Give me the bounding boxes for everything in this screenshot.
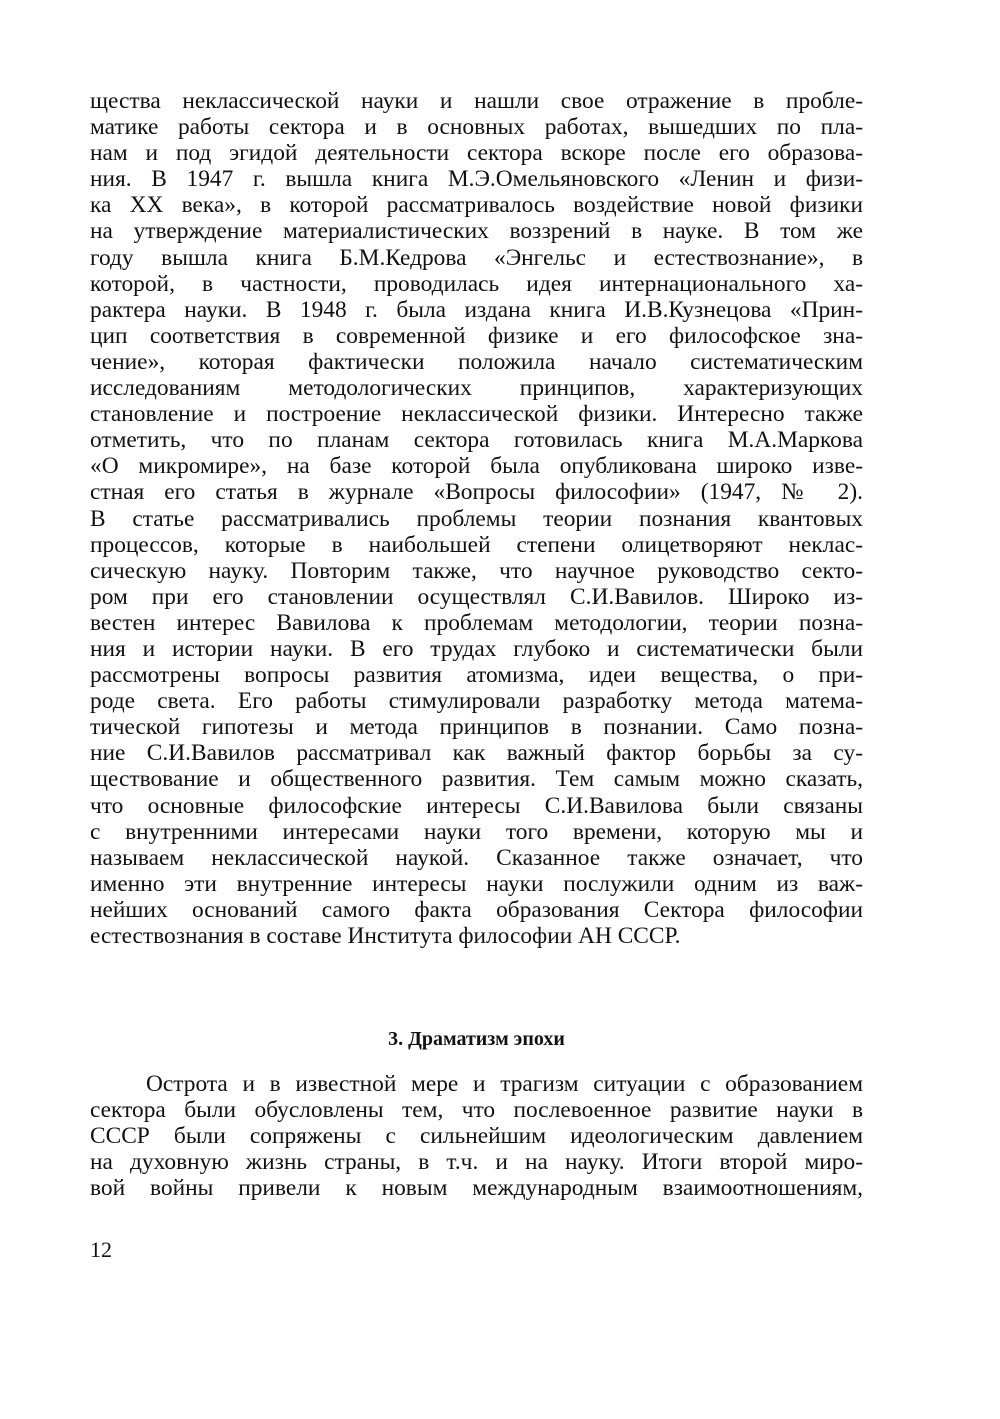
text-line: роде света. Его работы стимулировали разработку метода матема- <box>90 688 863 715</box>
text-line: СССР были сопряжены с сильнейшим идеологическим давлением <box>90 1123 863 1150</box>
text-line: году вышла книга Б.М.Кедрова «Энгельс и естествознание», в <box>90 244 863 271</box>
text-line: ния. В 1947 г. вышла книга М.Э.Омельяновского «Ленин и физи- <box>90 166 863 193</box>
text-line: сическую науку. Повторим также, что научное руководство секто- <box>90 557 863 584</box>
body-paragraph-1 <box>90 88 863 949</box>
text-line: отметить, что по планам сектора готовилась книга М.А.Маркова <box>90 427 863 454</box>
text-line: рактера науки. В 1948 г. была издана книга И.В.Кузнецова «Прин- <box>90 296 863 323</box>
text-line: матике работы сектора и в основных работах, вышедших по пла- <box>90 114 863 141</box>
text-line: именно эти внутренние интересы науки послужили одним из важ- <box>90 870 863 897</box>
text-line: естествознания в составе Института философии АН СССР. <box>90 923 681 949</box>
text-line: сектора были обусловлены тем, что послевоенное развитие науки в <box>90 1097 863 1124</box>
text-line: становление и построение неклассической физики. Интересно также <box>90 401 863 428</box>
text-line: ром при его становлении осуществлял С.И.Вавилов. Широко из- <box>90 583 863 610</box>
text-line: стная его статья в журнале «Вопросы философии» (1947, № 2). <box>90 479 863 506</box>
text-line: цип соответствия в современной физике и его философское зна- <box>90 322 863 349</box>
text-line: нейших оснований самого факта образования Сектора философии <box>90 896 863 923</box>
section-heading: 3. Драматизм эпохи <box>388 1028 565 1050</box>
text-line: «О микромире», на базе которой была опубликована широко изве- <box>90 453 863 480</box>
text-line: на духовную жизнь страны, в т.ч. и на науку. Итоги второй миро- <box>90 1149 863 1176</box>
text-line: ние С.И.Вавилов рассматривал как важный фактор борьбы за су- <box>90 740 863 767</box>
text-line: с внутренними интересами науки того времени, которую мы и <box>90 818 863 845</box>
text-line: которой, в частности, проводилась идея интернационального ха- <box>90 270 863 297</box>
text-line: В статье рассматривались проблемы теории познания квантовых <box>90 505 863 532</box>
text-line: нам и под эгидой деятельности сектора вскоре после его образова- <box>90 140 863 167</box>
text-line: вестен интерес Вавилова к проблемам методологии, теории позна- <box>90 609 863 636</box>
text-line: называем неклассической наукой. Сказанное также означает, что <box>90 844 863 871</box>
body-paragraph-2 <box>90 1071 863 1201</box>
text-line: ка XX века», в которой рассматривалось воздействие новой физики <box>90 192 863 219</box>
text-line: Острота и в известной мере и трагизм ситуации с образованием <box>146 1071 863 1097</box>
text-line: щества неклассической науки и нашли свое отражение в пробле- <box>90 88 863 114</box>
page-number: 12 <box>90 1237 112 1262</box>
text-line: что основные философские интересы С.И.Вавилова были связаны <box>90 792 863 819</box>
text-line: рассмотрены вопросы развития атомизма, идеи вещества, о при- <box>90 662 863 689</box>
text-line: исследованиям методологических принципов, характеризующих <box>90 375 863 402</box>
text-line: тической гипотезы и метода принципов в познании. Само позна- <box>90 714 863 741</box>
text-line: чение», которая фактически положила начало систематическим <box>90 348 863 375</box>
text-line: вой войны привели к новым международным взаимоотношениям, <box>90 1175 863 1202</box>
text-line: на утверждение материалистических воззрений в науке. В том же <box>90 218 863 245</box>
text-line: процессов, которые в наибольшей степени олицетворяют неклас- <box>90 531 863 558</box>
text-line: ния и истории науки. В его трудах глубоко и систематически были <box>90 635 863 662</box>
text-line: ществование и общественного развития. Тем самым можно сказать, <box>90 766 863 793</box>
